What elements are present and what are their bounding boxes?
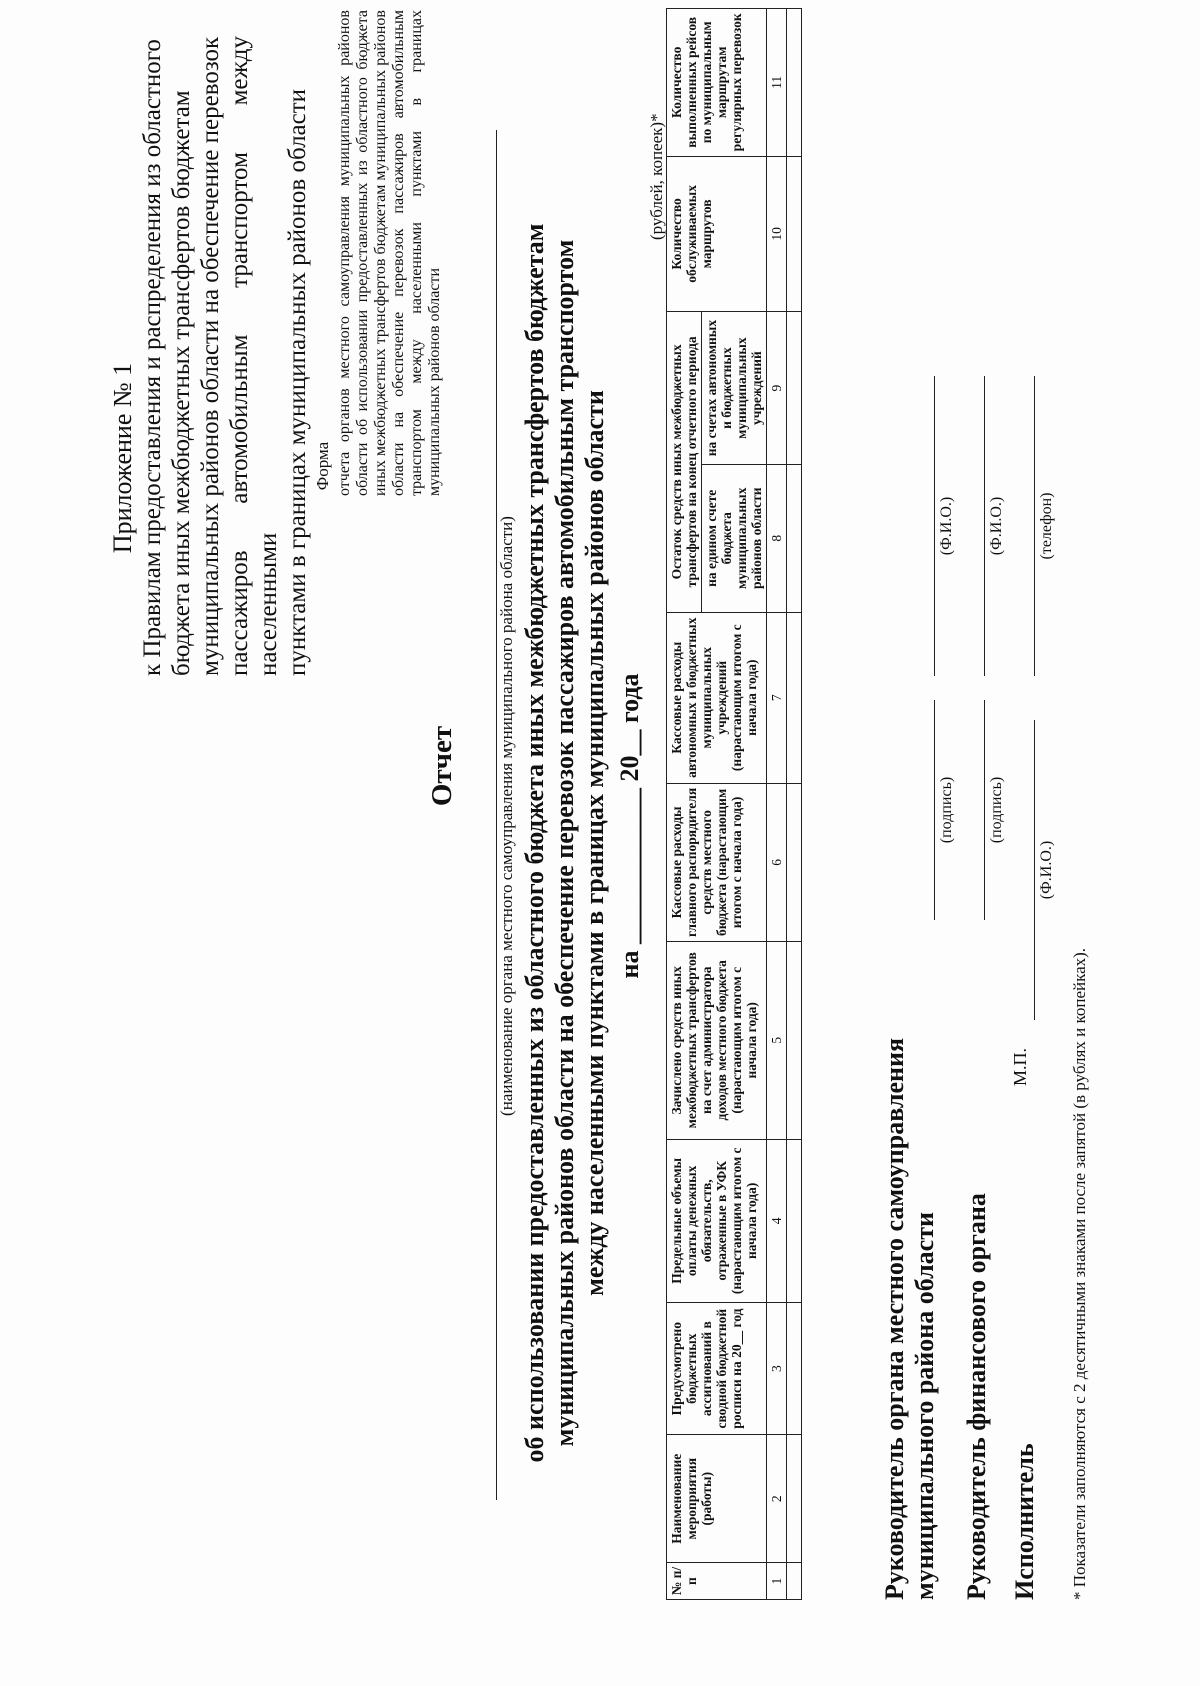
report-title-line: муниципальных районов области на обеспечение перевозок пассажиров автомобильным транспортом [550,239,579,1447]
number-cell: 10 [767,156,787,311]
footnote: * Показатели заполняются с 2 десятичными знаками после запятой (в рублях и копейках). [1070,947,1089,1600]
fio-caption: (Ф.И.О.) [1038,840,1055,900]
fio-line [984,376,985,676]
header-cell: № п/п [667,1563,767,1600]
sig-head-local-line: муниципального района области [910,1212,939,1600]
fio-caption: (Ф.И.О.) [988,496,1005,556]
report-date: на ____________ 20__ года [615,673,644,979]
sign-line [984,700,985,920]
number-cell: 6 [767,783,787,941]
subheader-cell: на счетах автономных и бюджетных муниципальных учреждений [702,312,767,465]
table-row [787,9,802,1600]
sign-line [934,700,935,920]
number-cell: 4 [767,1139,787,1302]
report-title-line: об использовании предоставленных из областного бюджета иных межбюджетных трансфертов бюджетам [520,223,549,1463]
number-cell: 11 [767,9,787,157]
header-cell: Предусмотрено бюджетных ассигнований в сводной бюджетной росписи на 20__ год [667,1303,767,1435]
sig-head-local-line: Руководитель органа местного самоуправления [880,1037,909,1600]
seal-label: М.П. [1010,1047,1030,1086]
header-cell: Предельные объемы оплаты денежных обязательств, отраженные в УФК (нарастающим итогом с начала года) [667,1139,767,1302]
appendix-line: к Правилам предоставления и распределения из областного [139,39,166,676]
phone-caption: (телефон) [1038,492,1055,560]
header-cell: Зачислено средств иных межбюджетных трансфертов на счет администратора доходов местного бюджета (нарастающим итогом с начала года) [667,941,767,1139]
appendix-line: пунктами в границах муниципальных районов области [284,88,311,676]
header-cell: Наименование мероприятия (работы) [667,1435,767,1563]
header-cell: Остаток средств иных межбюджетных трансфертов на конец отчетного периода [667,312,702,612]
report-title-line: между населенными пунктами в границах муниципальных районов области [580,390,609,1296]
sign-caption: (подпись) [988,776,1005,844]
units-label: (рублей, копеек)* [647,113,666,240]
appendix-title: Приложение № 1 [108,362,137,554]
number-cell: 9 [767,312,787,465]
fio-caption: (Ф.И.О.) [938,496,955,556]
table-number-row [767,9,787,1600]
form-description: отчета органов местного самоуправления муниципальных районов области об использовании предоставленных из областного бюджета иных межбюджетных трансфертов бюджетам муниципальных районов области на обеспечение перевозок пассажиров автомобильным транспортом между населенными пунктами в границах муниципальных районов области [336,10,443,496]
number-cell: 3 [767,1303,787,1435]
header-cell: Кассовые расходы главного распорядителя средств местного бюджета (нарастающим итогом с начала года) [667,783,767,941]
sig-executor: Исполнитель [1010,1443,1039,1600]
table-header-row [667,9,702,1600]
sig-head-local [880,860,940,1600]
number-cell: 8 [767,464,787,612]
number-cell: 1 [767,1563,787,1600]
header-cell: Количество обслуживаемых маршрутов [667,156,767,311]
sig-head-finance: Руководитель финансового органа [962,1193,991,1600]
sign-caption: (подпись) [938,776,955,844]
appendix-line: муниципальных районов области на обеспечение перевозок [197,36,224,676]
phone-line [1034,376,1035,676]
report-heading: Отчет [426,725,458,807]
number-cell: 5 [767,941,787,1139]
report-title [520,20,610,1666]
fio-line [934,376,935,676]
fio-line [1034,720,1035,1020]
number-cell: 2 [767,1435,787,1563]
form-label: Форма [313,441,332,491]
number-cell: 7 [767,612,787,783]
org-caption: (наименование органа местного самоуправления муниципального района области) [497,516,516,1116]
header-cell: Кассовые расходы автономных и бюджетных муниципальных учреждений (нарастающим итогом с начала года) [667,612,767,783]
appendix-line: пассажиров автомобильным транспортом между населенными [226,36,282,676]
header-cell: Количество выполненных рейсов по муниципальным маршрутам регулярных перевозок [667,9,767,157]
appendix-line: бюджета иных межбюджетных трансфертов бюджетам [168,90,195,676]
subheader-cell: на едином счете бюджета муниципальных районов области [702,464,767,612]
report-table [666,8,802,1600]
appendix-text [138,36,312,676]
